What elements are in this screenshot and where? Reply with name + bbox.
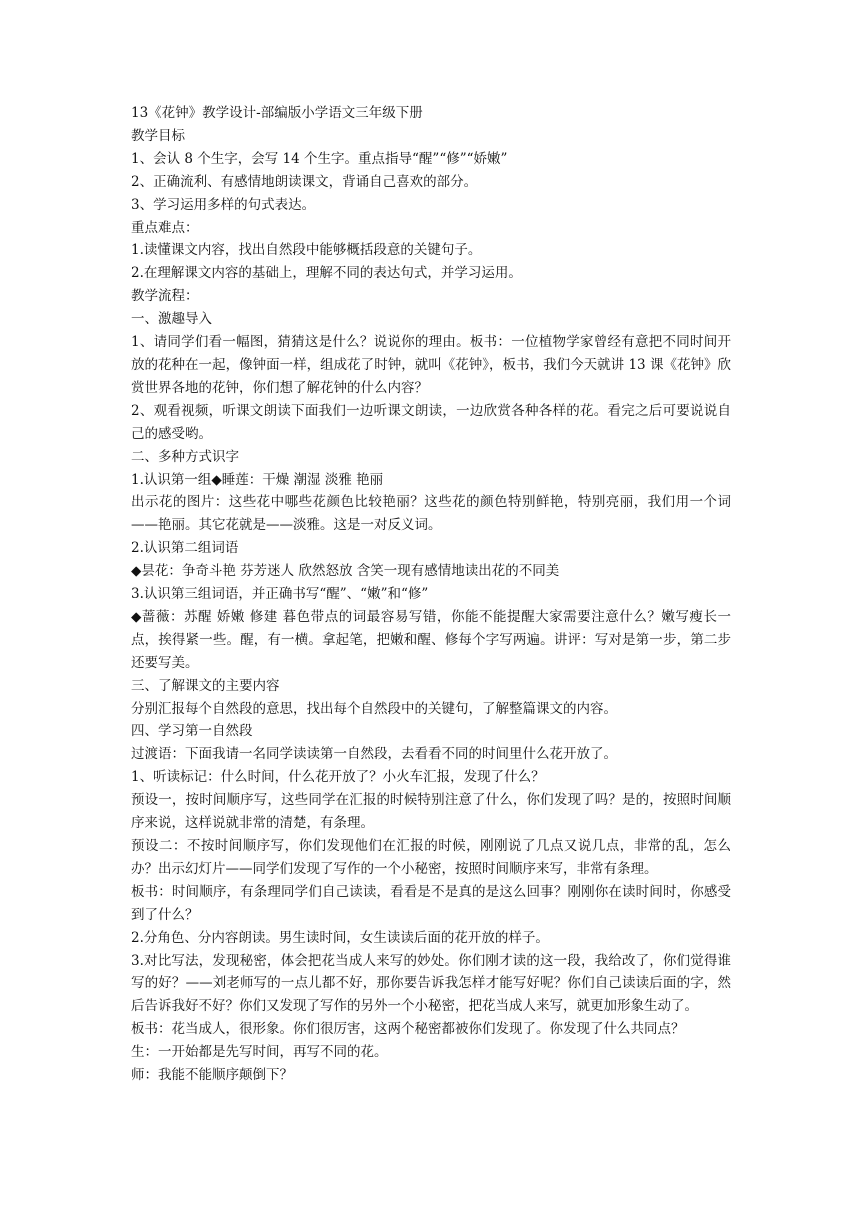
paragraph: 预设二：不按时间顺序写，你们发现他们在汇报的时候，刚刚说了几点又说几点，非常的乱，怎么办？出示幻灯片——同学们发现了写作的一个小秘密，按照时间顺序来写，非常有条理。 (131, 838, 731, 877)
section-heading: 二、多种方式识字 (131, 448, 239, 465)
document-title: 13《花钟》教学设计-部编版小学语文三年级下册 (131, 105, 423, 121)
section-heading: 四、学习第一自然段 (131, 723, 253, 740)
paragraph: 2.认识第二组词语 (131, 540, 239, 557)
paragraph: 出示花的图片：这些花中哪些花颜色比较艳丽？这些花的颜色特别鲜艳，特别亮丽，我们用一个词——艳丽。其它花就是——淡雅。这是一对反义词。 (131, 494, 731, 534)
paragraph: 1.认识第一组◆睡莲：干燥 潮湿 淡雅 艳丽 (131, 471, 384, 488)
paragraph: 板书：花当成人，很形象。你们很厉害，这两个秘密都被你们发现了。你发现了什么共同点？ (131, 1021, 685, 1038)
section-heading: 重点难点： (131, 219, 199, 236)
paragraph: 预设一，按时间顺序写，这些同学在汇报的时候特别注意了什么，你们发现了吗？是的，按照时间顺序来说，这样说就非常的清楚，有条理。 (131, 792, 731, 832)
paragraph: 1、请同学们看一幅图，猜猜这是什么？说说你的理由。板书：一位植物学家曾经有意把不同时间开放的花种在一起，像钟面一样，组成花了时钟，就叫《花钟》，板书，我们今天就讲 13 课《花钟》欣赏世界各地的花钟，你们想了解花钟的什么内容？ (131, 334, 731, 396)
paragraph: 2、正确流利、有感情地朗读课文，背诵自己喜欢的部分。 (131, 173, 478, 190)
paragraph: 分别汇报每个自然段的意思，找出每个自然段中的关键句，了解整篇课文的内容。 (131, 700, 617, 717)
section-heading: 一、激趣导入 (131, 311, 212, 328)
section-heading: 教学目标 (131, 127, 185, 144)
paragraph: 3、学习运用多样的句式表达。 (131, 196, 316, 213)
paragraph: ◆蔷薇：苏醒 娇嫩 修建 暮色带点的词最容易写错，你能不能提醒大家需要注意什么？嫩写瘦长一点，挨得紧一些。醒，有一横。拿起笔，把嫩和醒、修每个字写两遍。讲评：写对是第一步，第二步还要写美。 (131, 608, 731, 671)
paragraph: 师：我能不能顺序颠倒下？ (131, 1067, 293, 1084)
paragraph: 1、听读标记：什么时间，什么花开放了？小火车汇报，发现了什么？ (131, 769, 545, 786)
section-heading: 三、了解课文的主要内容 (131, 677, 280, 694)
paragraph: ◆昙花：争奇斗艳 芬芳迷人 欣然怒放 含笑一现有感情地读出花的不同美 (131, 563, 560, 580)
paragraph: 3.对比写法，发现秘密，体会把花当成人来写的妙处。你们刚才读的这一段，我给改了，你们觉得谁写的好？——刘老师写的一点儿都不好，那你要告诉我怎样才能写好呢？你们自己读读后面的字，然后告诉我好不好？你们又发现了写作的另外一个小秘密，把花当成人来写，就更加形象生动了。 (131, 952, 731, 1015)
paragraph: 2.分角色、分内容朗读。男生读时间，女生读读后面的花开放的样子。 (131, 929, 549, 946)
paragraph: 过渡语：下面我请一名同学读读第一自然段，去看看不同的时间里什么花开放了。 (131, 746, 617, 763)
paragraph: 生：一开始都是先写时间，再写不同的花。 (131, 1044, 388, 1061)
paragraph: 1、会认 8 个生字，会写 14 个生字。重点指导“醒”“修”“娇嫩” (131, 150, 508, 167)
section-heading: 教学流程： (131, 288, 199, 305)
paragraph: 1.读懂课文内容，找出自然段中能够概括段意的关键句子。 (131, 242, 482, 259)
document-body (131, 102, 731, 1087)
paragraph: 3.认识第三组词语，并正确书写“醒”、“嫩”和“修” (131, 586, 429, 603)
paragraph: 2、观看视频，听课文朗读下面我们一边听课文朗读，一边欣赏各种各样的花。看完之后可要说说自己的感受哟。 (131, 402, 731, 442)
paragraph: 板书：时间顺序，有条理同学们自己读读，看看是不是真的是这么回事？刚刚你在读时间时，你感受到了什么？ (131, 883, 731, 923)
paragraph: 2.在理解课文内容的基础上，理解不同的表达句式，并学习运用。 (131, 265, 522, 282)
